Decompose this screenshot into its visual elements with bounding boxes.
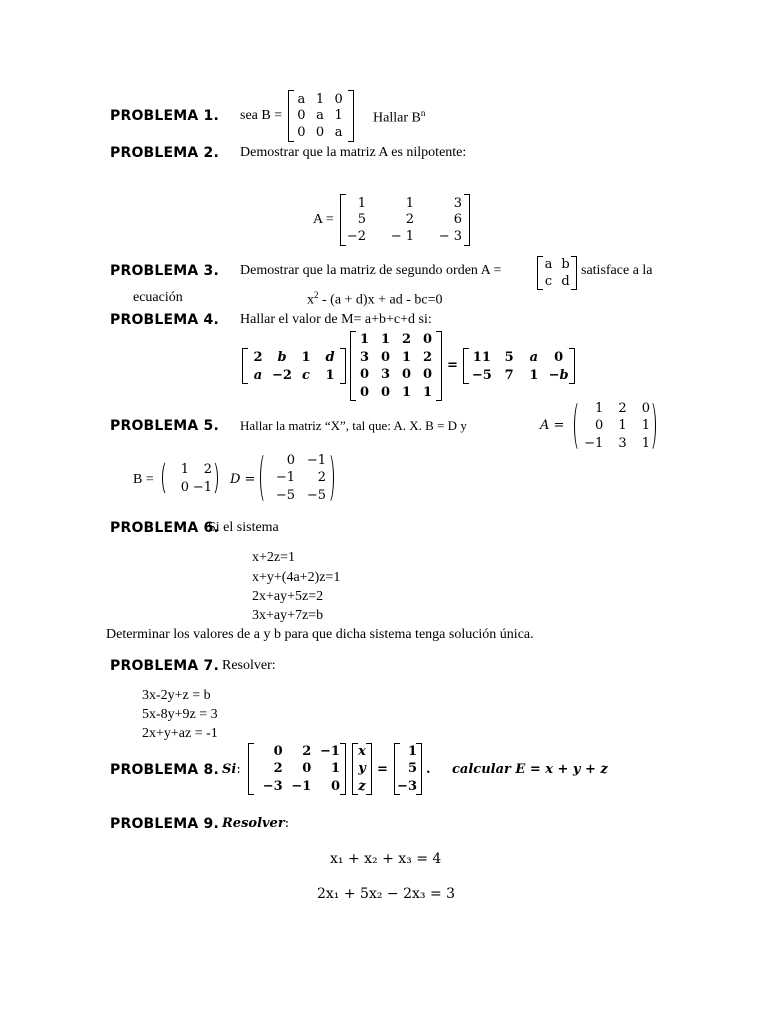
matrix-d [260, 452, 334, 504]
vector-cell: z [358, 778, 366, 794]
matrix-cell: 3 [618, 435, 627, 451]
problem-3-ecuacion: ecuación [133, 290, 183, 305]
problem-6-label: PROBLEMA 6. [110, 520, 219, 536]
matrix-cell: 0 [180, 479, 189, 495]
problem-3-label: PROBLEMA 3. [110, 263, 219, 279]
matrix-cell: b [277, 349, 287, 365]
vector-variables [352, 743, 372, 795]
problem-8-label: PROBLEMA 8. [110, 762, 219, 778]
matrix-cell: 0 [302, 761, 312, 777]
problem-1-hallar: Hallar $B^n$ [373, 108, 426, 126]
problem-9-label: PROBLEMA 9. [110, 816, 219, 832]
vector-cell: y [358, 761, 366, 777]
matrix-cell: a [334, 125, 343, 141]
matrix-cell: 1 [315, 91, 325, 107]
matrix-cell: 0 [422, 367, 433, 383]
matrix-cell: 0 [380, 349, 391, 365]
problem-3-text: Demostrar que la matriz de segundo orden A = [240, 263, 502, 278]
matrix-cell: −1 [192, 479, 212, 495]
matrix-cell: 0 [286, 453, 295, 469]
matrix-cell: 3 [453, 195, 462, 211]
matrix-cell: 3 [380, 367, 391, 383]
matrix-m3 [463, 348, 575, 384]
vector-cell: x [358, 744, 366, 760]
matrix-cell: 1 [359, 332, 370, 348]
equation: 2x₁ + 5x₂ − 2x₃ = 3 [317, 886, 456, 902]
equation: x+2z=1 [252, 550, 296, 565]
equals-sign: = [377, 762, 388, 777]
matrix-cell: 0 [297, 108, 306, 124]
matrix-cell: −2 [272, 367, 292, 383]
matrix-cell: 1 [618, 418, 627, 434]
equation: x+y+(4a+2)z=1 [252, 570, 341, 585]
matrix-cell: 0 [297, 125, 306, 141]
vector-cell: 5 [407, 761, 417, 777]
problem-3-text-b: satisface a la [581, 263, 653, 278]
matrix-cell: 2 [253, 349, 263, 365]
matrix-cell: 0 [359, 367, 370, 383]
matrix-cell: 5 [504, 349, 514, 365]
matrix-cell: 2 [203, 461, 212, 477]
matrix-cell: − 3 [438, 229, 462, 245]
matrix-cell: −5 [471, 367, 492, 383]
equals-sign: = [447, 358, 458, 373]
matrix-cell: b [561, 257, 570, 272]
matrix-cell: 1 [405, 195, 414, 211]
matrix-cell: 0 [554, 349, 564, 365]
equation: 5x-8y+9z = 3 [142, 707, 218, 722]
matrix-cell: 1 [529, 367, 539, 383]
problem-1-label: PROBLEMA 1. [110, 108, 219, 124]
matrix-b-label: B = [133, 472, 154, 487]
matrix-cell: 0 [380, 384, 391, 400]
matrix-cell: 0 [359, 384, 370, 400]
matrix-2x2 [537, 256, 577, 290]
matrix-cell: −1 [320, 744, 340, 760]
matrix-cell: −1 [306, 453, 326, 469]
problem-2-label: PROBLEMA 2. [110, 145, 219, 161]
equation: x₁ + x₂ + x₃ = 4 [330, 851, 442, 867]
problem-8-si: Si: [222, 762, 241, 777]
matrix-coefficients [248, 743, 346, 795]
matrix-cell: 1 [401, 349, 412, 365]
matrix-cell: 0 [595, 418, 604, 434]
equation: 2x+y+az = -1 [142, 726, 218, 741]
matrix-m2 [350, 331, 442, 401]
matrix-cell: 2 [317, 470, 326, 486]
matrix-cell: 1 [641, 418, 650, 434]
problem-4-label: PROBLEMA 4. [110, 312, 219, 328]
matrix-cell: 7 [504, 367, 514, 383]
matrix-cell: 0 [334, 91, 343, 107]
period: . [426, 762, 431, 777]
matrix-cell: −1 [584, 435, 604, 451]
matrix-cell: 3 [359, 349, 370, 365]
matrix-cell: −b [548, 367, 569, 383]
matrix-cell: 2 [273, 761, 283, 777]
matrix-cell: 0 [273, 744, 283, 760]
matrix-cell: d [325, 349, 335, 365]
equation: 3x-2y+z = b [142, 688, 211, 703]
matrix-m1 [242, 348, 346, 384]
problem-5-text: Hallar la matriz “X”, tal que: A. X. B = D y [240, 418, 467, 433]
matrix-cell: c [544, 274, 553, 289]
matrix-cell: 0 [641, 401, 650, 417]
matrix-cell: 6 [453, 212, 462, 228]
matrix-cell: 1 [641, 435, 650, 451]
matrix-cell: 1 [422, 384, 433, 400]
matrix-cell: 1 [357, 195, 366, 211]
matrix-cell: −3 [262, 778, 283, 794]
matrix-cell: 0 [315, 125, 325, 141]
problem-7-label: PROBLEMA 7. [110, 658, 219, 674]
matrix-cell: 2 [405, 212, 414, 228]
problem-9-text: Resolver: [222, 816, 290, 831]
vector-cell: 1 [407, 744, 417, 760]
matrix-cell: 0 [330, 778, 340, 794]
matrix-cell: 11 [472, 349, 491, 365]
matrix-a-label: A = [313, 212, 334, 227]
problem-5-label: PROBLEMA 5. [110, 418, 219, 434]
equation: 3x+ay+7z=b [252, 608, 324, 623]
matrix-cell: −1 [291, 778, 312, 794]
matrix-d-label: D = [230, 472, 256, 487]
matrix-cell: 1 [330, 761, 340, 777]
matrix-cell: a [316, 108, 324, 124]
vector-cell: −3 [397, 778, 417, 794]
matrix-cell: 1 [380, 332, 391, 348]
matrix-cell: 2 [422, 349, 433, 365]
matrix-a-nilpotent [340, 194, 470, 246]
problem-7-text: Resolver: [222, 658, 276, 673]
matrix-cell: −2 [346, 229, 366, 245]
matrix-cell: 1 [334, 108, 343, 124]
matrix-b [288, 90, 354, 142]
matrix-a [574, 400, 656, 452]
matrix-cell: 2 [401, 332, 412, 348]
matrix-cell: c [302, 367, 310, 383]
matrix-b [162, 460, 218, 496]
matrix-cell: − 1 [390, 229, 414, 245]
matrix-cell: −5 [306, 487, 326, 503]
matrix-cell: 1 [595, 401, 604, 417]
matrix-cell: 1 [325, 367, 335, 383]
matrix-cell: a [297, 91, 306, 107]
matrix-cell: 1 [401, 384, 412, 400]
vector-rhs [394, 743, 422, 795]
problem-3-equation: $x^2 - (a + d)x$ + ad - bc=0 [307, 290, 443, 308]
matrix-a-label: A = [540, 418, 565, 433]
matrix-cell: 0 [401, 367, 412, 383]
matrix-cell: a [529, 349, 539, 365]
problem-2-text: Demostrar que la matriz A es nilpotente: [240, 145, 467, 160]
matrix-cell: 1 [301, 349, 311, 365]
matrix-cell: −5 [275, 487, 295, 503]
problem-6-conclusion: Determinar los valores de a y b para que dicha sistema tenga solución única. [106, 627, 534, 642]
matrix-cell: 0 [422, 332, 433, 348]
matrix-cell: 2 [618, 401, 627, 417]
matrix-cell: d [561, 274, 570, 289]
problem-1-text: sea B = [240, 108, 283, 123]
problem-8-calc: calcular E = x + y + z [452, 762, 608, 777]
matrix-cell: 1 [180, 461, 189, 477]
problem-6-text: Si el sistema [208, 520, 279, 535]
equation: 2x+ay+5z=2 [252, 589, 324, 604]
matrix-cell: 5 [357, 212, 366, 228]
problem-4-text: Hallar el valor de M= a+b+c+d si: [240, 312, 432, 327]
matrix-cell: a [253, 367, 263, 383]
matrix-cell: −1 [275, 470, 295, 486]
matrix-cell: 2 [302, 744, 312, 760]
matrix-cell: a [544, 257, 553, 272]
